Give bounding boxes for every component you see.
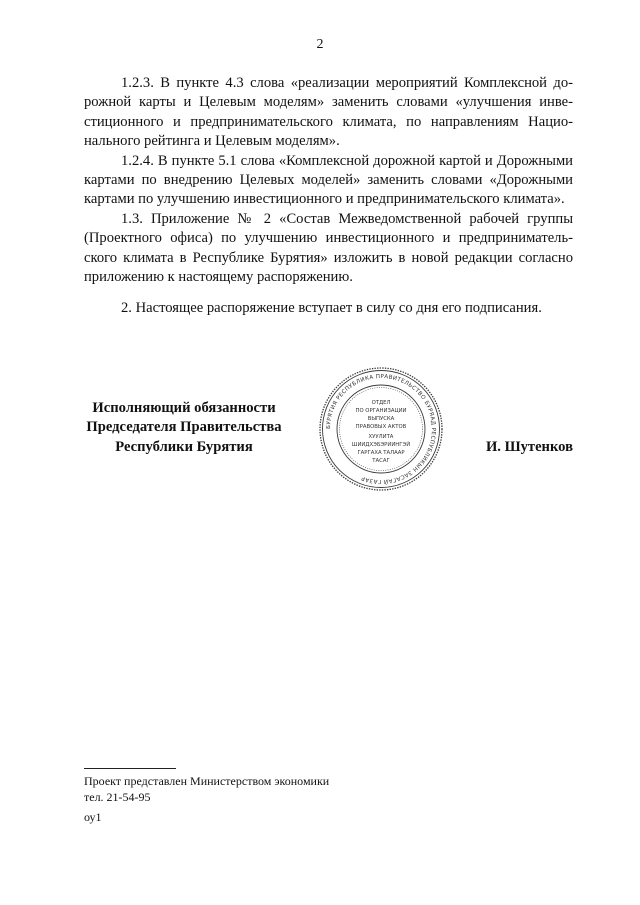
signer-title-line: Исполняющий обязанности: [92, 400, 276, 416]
paragraph-1-3: 1.3. Приложение № 2 «Состав Межведомственной рабочей группы (Проектного офиса) по улучшению инвестиционного и предпринимательского климата в Республике Бурятия» изложить в новой редакции согласно приложению к настоящему распоряжению.: [84, 210, 573, 286]
footnote-divider: [84, 768, 176, 769]
seal-inner-text: ПРАВОВЫХ АКТОВ: [355, 424, 407, 430]
signer-title-line: Председателя Правительства: [86, 419, 282, 436]
paragraph-2: 2. Настоящее распоряжение вступает в силу со дня его подписания.: [121, 300, 542, 317]
seal-inner-text: ШИИДХЭБЭРИИНГЭЙ: [351, 442, 411, 448]
seal-inner-text: ХУУЛИТА: [368, 434, 394, 440]
paragraph-1-2-3: 1.2.3. В пункте 4.3 слова «реализации мероприятий Комплексной дорожной карты и Целевым моделям» заменить словами «улучшения инвестиционного и предпринимательского климата, по направлениям Национального рейтинга и Целевым моделям».: [84, 75, 573, 150]
footnote-code: оу1: [84, 810, 102, 824]
paragraph-1-2-4: 1.2.4. В пункте 5.1 слова «Комплексной дорожной картой и Дорожными картами по внедрению Целевых моделей» заменить словами «Дорожными картами по улучшению инвестиционного и предпринимательского климата».: [84, 152, 573, 208]
document-body: [84, 74, 573, 319]
seal-inner-text: ПО ОРГАНИЗАЦИИ: [355, 408, 407, 414]
seal-inner-text: ОТДЕЛ: [371, 400, 391, 406]
seal-inner-text: ВЫПУСКА: [367, 416, 395, 422]
seal-inner-text: ТАСАГ: [372, 458, 390, 464]
signer-title-line: Республики Бурятия: [115, 438, 253, 455]
official-seal-stamp: [318, 366, 444, 492]
signer-title: [84, 399, 284, 457]
seal-ring-text: БУРЯТИЯ РЕСПУБЛИКА ПРАВИТЕЛЬСТВО БУРЯАД РЕСПУБЛИКЫН ЗАСАГАЙ ГАЗАР: [325, 373, 437, 485]
page-number: 2: [316, 37, 324, 52]
footnote-phone-line: тел. 21-54-95: [84, 790, 151, 804]
footnote-author-line: Проект представлен Министерством экономики: [84, 774, 330, 788]
seal-inner-text: ГАРГАХА ТАЛААР: [357, 450, 405, 456]
footnote: [84, 773, 329, 805]
signer-name: И. Шутенков: [485, 439, 573, 455]
